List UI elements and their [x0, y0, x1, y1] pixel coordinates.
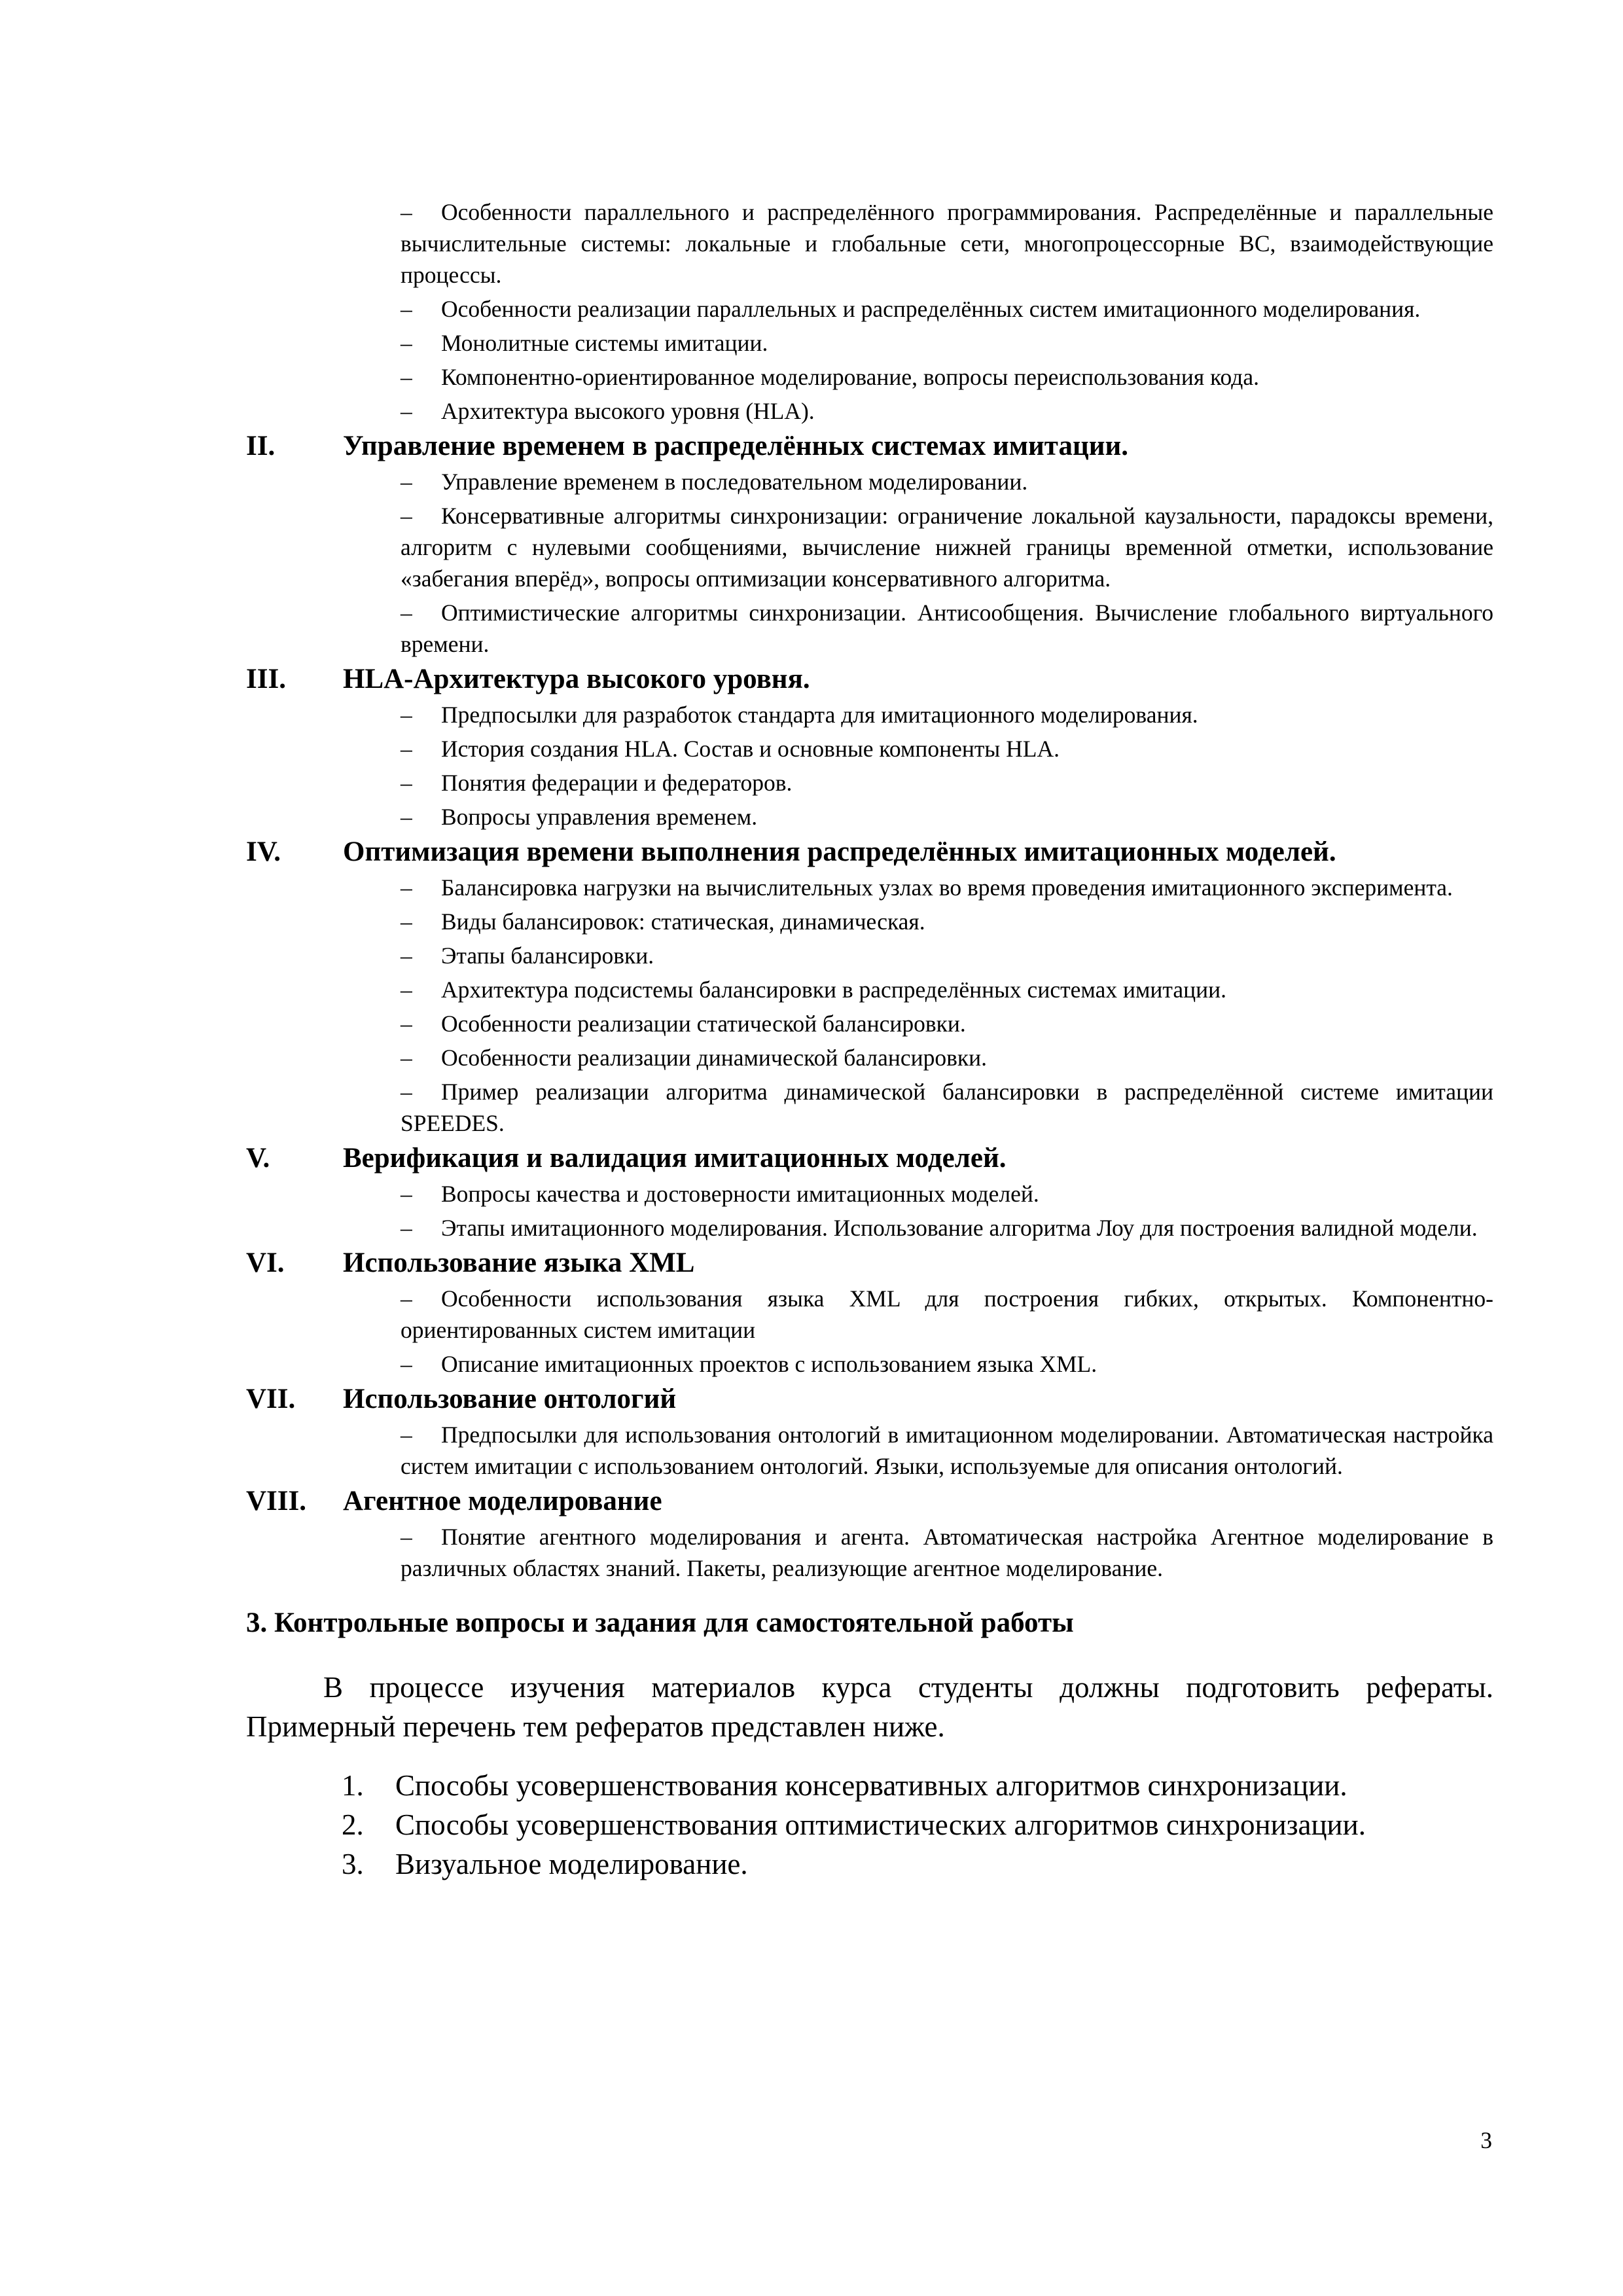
section-vii-list: [401, 1419, 1493, 1482]
list-item: [401, 1348, 1493, 1380]
list-item: [401, 196, 1493, 291]
list-item: [401, 940, 1493, 971]
list-item-text: Архитектура подсистемы балансировки в распределённых системах имитации.: [441, 977, 1226, 1003]
intro-list: [401, 196, 1493, 427]
list-item: [401, 1283, 1493, 1346]
topic-text: Способы усовершенствования оптимистических алгоритмов синхронизации.: [395, 1808, 1366, 1841]
list-item: [401, 1076, 1493, 1139]
section-heading-iii: [246, 662, 1493, 696]
dash-bullet: –: [401, 1285, 412, 1312]
list-item-text: Компонентно-ориентированное моделирование, вопросы переиспользования кода.: [441, 364, 1259, 390]
dash-bullet: –: [401, 1422, 412, 1448]
section-number: VIII.: [246, 1486, 307, 1516]
topic-number: 1.: [342, 1769, 364, 1802]
list-item: [401, 597, 1493, 660]
section-number: V.: [246, 1143, 270, 1174]
section-title: HLA-Архитектура высокого уровня.: [343, 664, 810, 694]
list-item: [401, 1042, 1493, 1073]
dash-bullet: –: [401, 364, 412, 390]
section-heading-vi: [246, 1246, 1493, 1280]
topic-item: [342, 1766, 1493, 1805]
topic-item: [342, 1844, 1493, 1884]
list-item: [401, 1212, 1493, 1244]
section-viii-list: [401, 1521, 1493, 1584]
list-item-text: Виды балансировок: статическая, динамическая.: [441, 908, 925, 935]
list-item-text: Консервативные алгоритмы синхронизации: ограничение локальной каузальности, парадоксы времени, алгоритм с нулевыми сообщениями, вычисление нижней границы временной отметки, использование «забегания вперёд», вопросы оптимизации консервативного алгоритма.: [401, 503, 1493, 592]
section-iii-list: [401, 699, 1493, 833]
list-item: [401, 1521, 1493, 1584]
dash-bullet: –: [401, 330, 412, 356]
dash-bullet: –: [401, 702, 412, 728]
list-item: [401, 395, 1493, 427]
dash-bullet: –: [401, 469, 412, 495]
dash-bullet: –: [401, 942, 412, 969]
topic-number: 3.: [342, 1848, 364, 1880]
dash-bullet: –: [401, 600, 412, 626]
section-heading-viii: [246, 1484, 1493, 1518]
page-content: [246, 196, 1493, 1884]
list-item-text: Этапы имитационного моделирования. Использование алгоритма Лоу для построения валидной модели.: [441, 1215, 1478, 1241]
list-item-text: Предпосылки для разработок стандарта для имитационного моделирования.: [441, 702, 1198, 728]
list-item: [401, 872, 1493, 903]
list-item: [401, 293, 1493, 325]
section-title: Оптимизация времени выполнения распределённых имитационных моделей.: [343, 836, 1336, 867]
section-number: VI.: [246, 1247, 285, 1278]
dash-bullet: –: [401, 1215, 412, 1241]
topic-text: Визуальное моделирование.: [395, 1848, 748, 1880]
section-number: II.: [246, 431, 276, 461]
topic-item: [342, 1805, 1493, 1844]
topics-list: [342, 1766, 1493, 1884]
list-item: [401, 733, 1493, 764]
list-item-text: Монолитные системы имитации.: [441, 330, 768, 356]
dash-bullet: –: [401, 908, 412, 935]
list-item: [401, 699, 1493, 730]
dash-bullet: –: [401, 770, 412, 796]
list-item-text: Архитектура высокого уровня (HLA).: [441, 398, 815, 424]
list-item: [401, 500, 1493, 594]
list-item-text: Предпосылки для использования онтологий в имитационном моделировании. Автоматическая настройка систем имитации с использованием онтологий. Языки, используемые для описания онтологий.: [401, 1422, 1493, 1479]
dash-bullet: –: [401, 804, 412, 830]
dash-bullet: –: [401, 874, 412, 901]
list-item: [401, 801, 1493, 833]
section-number: VII.: [246, 1384, 296, 1414]
dash-bullet: –: [401, 199, 412, 225]
page-number: 3: [1480, 2127, 1492, 2153]
section-vi-list: [401, 1283, 1493, 1380]
dash-bullet: –: [401, 1524, 412, 1550]
section-number: III.: [246, 664, 286, 694]
list-item: [401, 1178, 1493, 1210]
dash-bullet: –: [401, 1079, 412, 1105]
list-item-text: Описание имитационных проектов с использованием языка XML.: [441, 1351, 1097, 1377]
section-title: Использование онтологий: [343, 1384, 677, 1414]
section-ii-list: [401, 466, 1493, 660]
list-item-text: История создания HLA. Состав и основные компоненты HLA.: [441, 736, 1060, 762]
list-item-text: Балансировка нагрузки на вычислительных узлах во время проведения имитационного эксперимента.: [441, 874, 1453, 901]
dash-bullet: –: [401, 1351, 412, 1377]
dash-bullet: –: [401, 1011, 412, 1037]
chapter-3-paragraph: В процессе изучения материалов курса студенты должны подготовить рефераты. Примерный перечень тем рефератов представлен ниже.: [246, 1671, 1493, 1743]
section-title: Управление временем в распределённых системах имитации.: [343, 431, 1129, 461]
dash-bullet: –: [401, 503, 412, 529]
topic-text: Способы усовершенствования консервативных алгоритмов синхронизации.: [395, 1769, 1347, 1802]
list-item-text: Вопросы качества и достоверности имитационных моделей.: [441, 1181, 1039, 1207]
list-item-text: Особенности использования языка XML для построения гибких, открытых. Компонентно-ориентированных систем имитации: [401, 1285, 1493, 1343]
list-item-text: Особенности реализации статической балансировки.: [441, 1011, 966, 1037]
dash-bullet: –: [401, 1045, 412, 1071]
section-iv-list: [401, 872, 1493, 1139]
list-item-text: Оптимистические алгоритмы синхронизации. Антисообщения. Вычисление глобального виртуального времени.: [401, 600, 1493, 657]
list-item: [401, 906, 1493, 937]
dash-bullet: –: [401, 398, 412, 424]
list-item: [401, 974, 1493, 1005]
dash-bullet: –: [401, 296, 412, 322]
list-item-text: Понятия федерации и федераторов.: [441, 770, 793, 796]
chapter-3-heading: 3. Контрольные вопросы и задания для самостоятельной работы: [246, 1607, 1074, 1638]
section-v-list: [401, 1178, 1493, 1244]
list-item: [401, 327, 1493, 359]
list-item-text: Этапы балансировки.: [441, 942, 654, 969]
list-item: [401, 466, 1493, 497]
list-item: [401, 361, 1493, 393]
dash-bullet: –: [401, 977, 412, 1003]
section-heading-iv: [246, 835, 1493, 869]
list-item-text: Особенности параллельного и распределённого программирования. Распределённые и параллельные вычислительные системы: локальные и глобальные сети, многопроцессорные ВС, взаимодействующие процессы.: [401, 199, 1493, 288]
section-heading-ii: [246, 429, 1493, 463]
list-item-text: Управление временем в последовательном моделировании.: [441, 469, 1028, 495]
list-item: [401, 1419, 1493, 1482]
section-title: Верификация и валидация имитационных моделей.: [343, 1143, 1007, 1174]
list-item-text: Особенности реализации динамической балансировки.: [441, 1045, 987, 1071]
section-heading-v: [246, 1141, 1493, 1175]
list-item: [401, 767, 1493, 798]
dash-bullet: –: [401, 1181, 412, 1207]
list-item-text: Вопросы управления временем.: [441, 804, 758, 830]
dash-bullet: –: [401, 736, 412, 762]
section-heading-vii: [246, 1382, 1493, 1416]
section-number: IV.: [246, 836, 281, 867]
list-item: [401, 1008, 1493, 1039]
section-title: Агентное моделирование: [343, 1486, 662, 1516]
list-item-text: Особенности реализации параллельных и распределённых систем имитационного моделирования.: [441, 296, 1421, 322]
list-item-text: Пример реализации алгоритма динамической балансировки в распределённой системе имитации SPEEDES.: [401, 1079, 1493, 1136]
list-item-text: Понятие агентного моделирования и агента. Автоматическая настройка Агентное моделирование в различных областях знаний. Пакеты, реализующие агентное моделирование.: [401, 1524, 1493, 1581]
section-title: Использование языка XML: [343, 1247, 695, 1278]
topic-number: 2.: [342, 1808, 364, 1841]
